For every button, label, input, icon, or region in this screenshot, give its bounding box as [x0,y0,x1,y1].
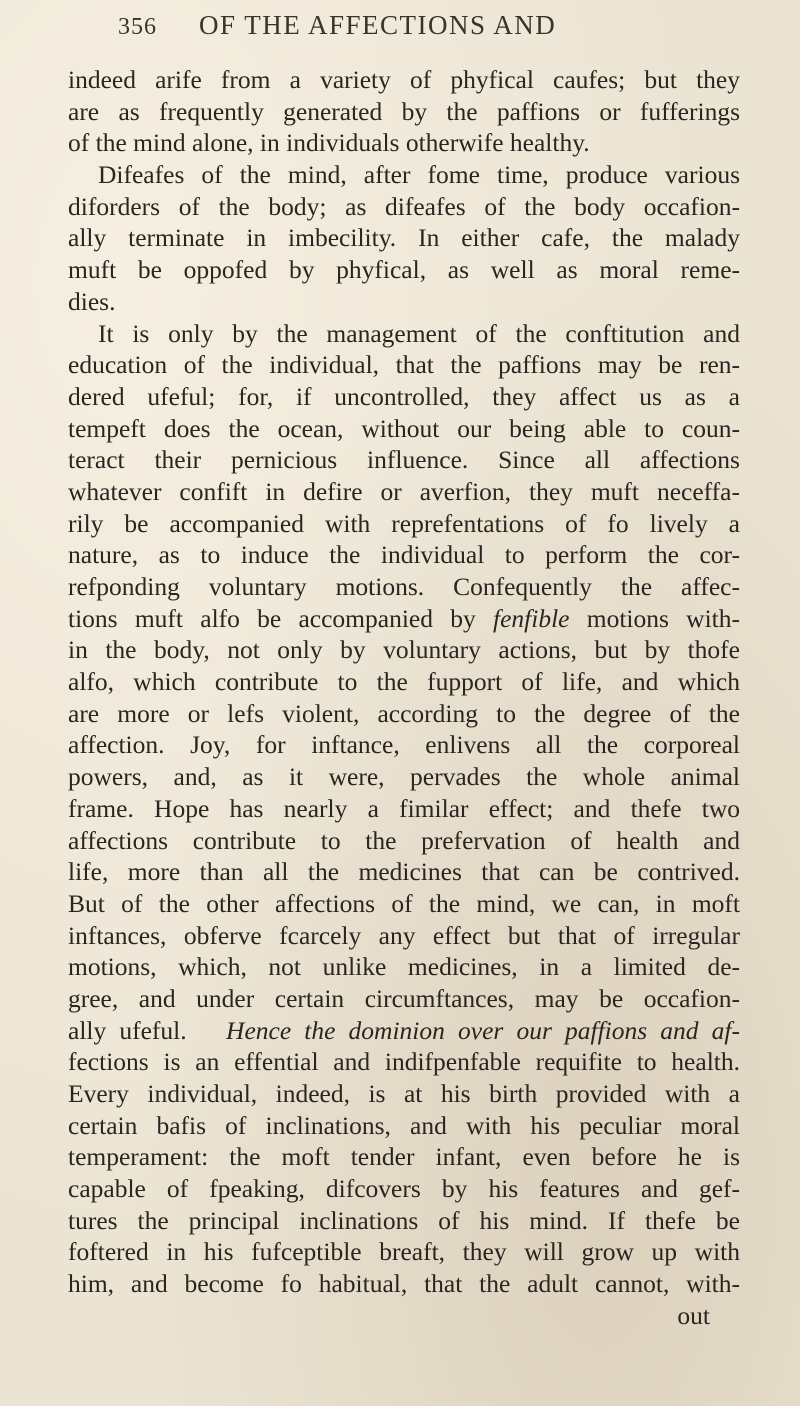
text-run: tions muft alfo be accompanied by [68,603,476,633]
text-line: dies. [68,286,116,316]
text-line: indeed arife from a variety of phyfical caufes; but they [68,65,740,94]
text-line: of the mind alone, in individuals otherwife healthy. [68,128,590,158]
text-line: inftances, obferve fcarcely any effect but that of irregular [68,920,740,950]
text-line: But of the other affections of the mind, we can, in moft [68,888,740,918]
body-text [68,64,740,1332]
text-line: are as frequently generated by the paffions or fufferings [68,96,740,126]
italic-run: fenfible [493,603,570,633]
text-line-with-italic [68,1015,740,1047]
text-line: It is only by the management of the conftitution and [98,318,740,348]
running-head [68,10,740,60]
text-line: motions, which, not unlike medicines, in a limited de- [68,952,740,982]
text-line: diforders of the body; as difeafes of the body occafion- [68,191,740,221]
text-line: Difeafes of the mind, after fome time, produce various [98,160,740,190]
text-line: education of the individual, that the paffions may be ren- [68,350,740,380]
text-line: him, and become fo habitual, that the adult cannot, with- [68,1269,740,1299]
text-line-with-italic [68,603,740,635]
text-line: temperament: the moft tender infant, even before he is [68,1142,740,1172]
text-line: whatever confift in defire or averfion, they muft neceffa- [68,476,740,506]
text-line: capable of fpeaking, difcovers by his features and gef- [68,1174,740,1204]
text-run: motions with- [569,603,740,633]
text-line: teract their pernicious influence. Since all affections [68,445,740,475]
text-line: rily be accompanied with reprefentations of fo lively a [68,508,740,538]
catchword: out [677,1300,710,1330]
text-line: life, more than all the medicines that can be contrived. [68,857,740,887]
text-line: certain bafis of inclinations, and with his peculiar moral [68,1110,740,1140]
running-title: OF THE AFFECTIONS AND [199,10,557,40]
text-line: in the body, not only by voluntary actions, but by thofe [68,635,740,665]
text-line: refponding voluntary motions. Confequently the affec- [68,572,740,601]
text-line: tures the principal inclinations of his mind. If thefe be [68,1205,740,1235]
italic-run: Hence the dominion over our paffions and af- [226,1015,740,1045]
text-line: nature, as to induce the individual to perform the cor- [68,540,740,570]
text-line: are more or lefs violent, according to the degree of the [68,698,740,728]
text-line: powers, and, as it were, pervades the whole animal [68,762,740,792]
text-line: alfo, which contribute to the fupport of life, and which [68,667,740,697]
text-line: affection. Joy, for inftance, enlivens all the corporeal [68,730,740,760]
text-line: frame. Hope has nearly a fimilar effect; and thefe two [68,793,740,823]
text-line: muft be oppofed by phyfical, as well as moral reme- [68,255,740,285]
text-line: tempeft does the ocean, without our being able to coun- [68,413,740,443]
text-line: ally terminate in imbecility. In either cafe, the malady [68,223,740,253]
text-line: dered ufeful; for, if uncontrolled, they affect us as a [68,381,740,411]
page-number: 356 [118,14,157,40]
text-line: Every individual, indeed, is at his birth provided with a [68,1079,740,1108]
text-line: affections contribute to the prefervation of health and [68,825,740,855]
text-line: gree, and under certain circumftances, may be occafion- [68,983,740,1013]
text-line: foftered in his fufceptible breaft, they will grow up with [68,1237,740,1267]
text-run: ally ufeful. [68,1015,187,1045]
text-line-italic: fections is an effential and indifpenfable requifite to health. [68,1047,740,1077]
